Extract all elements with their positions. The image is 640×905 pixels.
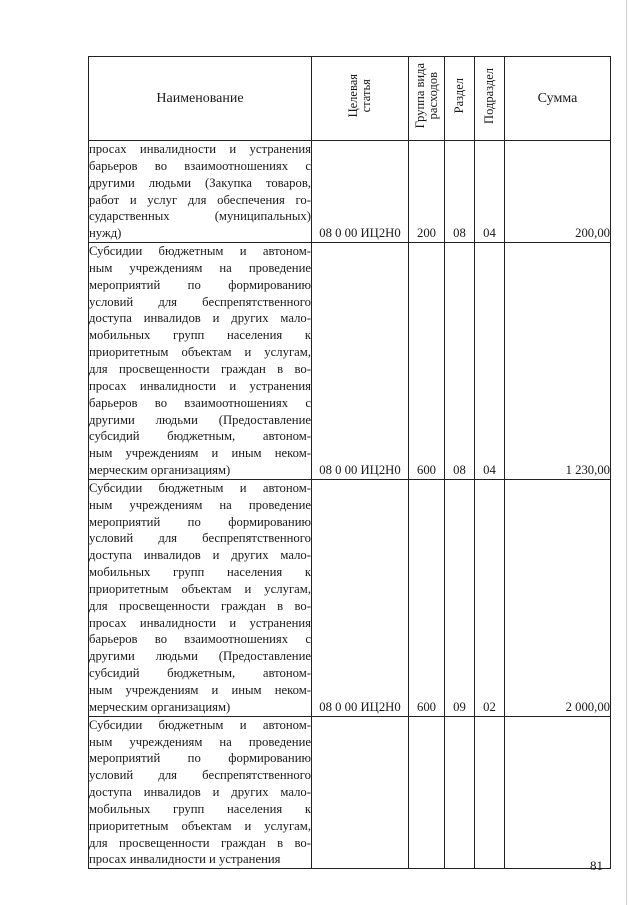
description-line: мерческим организациям) bbox=[89, 699, 231, 714]
description-line: мероприятий по формированию bbox=[89, 277, 311, 292]
description-line: Субсидии бюджетным и автоном- bbox=[89, 244, 311, 259]
header-subsection: Подраздел bbox=[482, 68, 496, 124]
subsection-code: 04 bbox=[475, 141, 505, 243]
description-line: ным учреждениям и иным неком- bbox=[89, 683, 311, 697]
expense-group: 200 bbox=[409, 141, 445, 243]
header-group-cell bbox=[409, 57, 445, 141]
sum-value: 1 230,00 bbox=[505, 243, 611, 480]
description-line: ным учреждениям на проведение bbox=[89, 260, 311, 275]
description-line: другими людьми (Предоставление bbox=[89, 412, 311, 427]
budget-table bbox=[88, 56, 611, 869]
table-header-row bbox=[89, 57, 611, 141]
subsection-code: 02 bbox=[475, 479, 505, 716]
table-row bbox=[89, 141, 611, 243]
description-line: нужд) bbox=[89, 226, 122, 241]
description-line: сударственных (муниципальных) bbox=[89, 209, 311, 224]
section-code: 09 bbox=[445, 479, 475, 716]
page-edge-line bbox=[626, 0, 627, 905]
description-line: барьеров во взаимоотношениях с bbox=[89, 395, 311, 410]
description-line: ным учреждениям на проведение bbox=[89, 497, 311, 512]
header-target: Целевая статья bbox=[346, 74, 373, 118]
expense-group: 600 bbox=[409, 479, 445, 716]
table-row bbox=[89, 479, 611, 716]
subsection-code bbox=[475, 716, 505, 869]
description-line: ным учреждениям и иным неком- bbox=[89, 446, 311, 461]
sum-value: 200,00 bbox=[505, 141, 611, 243]
description-line: приоритетным объектам и услугам, bbox=[89, 581, 311, 596]
description-line: для просвещенности граждан в во- bbox=[89, 361, 311, 376]
row-description bbox=[89, 479, 312, 716]
sum-value bbox=[505, 716, 611, 869]
description-line: мероприятий по формированию bbox=[89, 751, 311, 766]
description-line: мобильных групп населения к bbox=[89, 565, 311, 580]
description-line: просах инвалидности и устранения bbox=[89, 615, 311, 630]
table-row bbox=[89, 716, 611, 869]
description-line: для просвещенности граждан в во- bbox=[89, 835, 311, 850]
subsection-code: 04 bbox=[475, 243, 505, 480]
description-line: просах инвалидности и устранения bbox=[89, 852, 281, 867]
description-line: приоритетным объектам и услугам, bbox=[89, 818, 311, 833]
section-code: 08 bbox=[445, 141, 475, 243]
description-line: субсидий бюджетным, автоном- bbox=[89, 666, 311, 681]
description-line: субсидий бюджетным, автоном- bbox=[89, 429, 311, 444]
description-line: ным учреждениям на проведение bbox=[89, 734, 311, 749]
description-line: приоритетным объектам и услугам, bbox=[89, 345, 311, 360]
header-expense-group: Группа вида расходов bbox=[412, 63, 440, 129]
row-description bbox=[89, 141, 312, 243]
section-code: 08 bbox=[445, 243, 475, 480]
description-line: условий для беспрепятственного bbox=[89, 294, 311, 309]
header-name: Наименование bbox=[89, 57, 312, 141]
description-line: мобильных групп населения к bbox=[89, 328, 311, 343]
target-code: 08 0 00 ИЦ2Н0 bbox=[312, 243, 409, 480]
description-line: Субсидии бюджетным и автоном- bbox=[89, 480, 311, 495]
description-line: другими людьми (Предоставление bbox=[89, 649, 311, 664]
target-code: 08 0 00 ИЦ2Н0 bbox=[312, 141, 409, 243]
description-line: мероприятий по формированию bbox=[89, 514, 311, 529]
description-line: условий для беспрепятственного bbox=[89, 531, 311, 546]
description-line: мерческим организациям) bbox=[89, 463, 231, 478]
target-code: 08 0 00 ИЦ2Н0 bbox=[312, 479, 409, 716]
row-description bbox=[89, 716, 312, 869]
target-code bbox=[312, 716, 409, 869]
description-line: просах инвалидности и устранения bbox=[89, 378, 311, 393]
description-line: барьеров во взаимоотношениях с bbox=[89, 158, 311, 173]
page-number: 81 bbox=[590, 858, 603, 873]
description-line: для просвещенности граждан в во- bbox=[89, 598, 311, 613]
sum-value: 2 000,00 bbox=[505, 479, 611, 716]
description-line: работ и услуг для обеспечения го- bbox=[89, 192, 311, 207]
description-line: другими людьми (Закупка товаров, bbox=[89, 175, 311, 190]
description-line: условий для беспрепятственного bbox=[89, 768, 311, 783]
header-subsection-cell bbox=[475, 57, 505, 141]
description-line: доступа инвалидов и других мало- bbox=[89, 785, 311, 800]
table-row bbox=[89, 243, 611, 480]
description-line: барьеров во взаимоотношениях с bbox=[89, 632, 311, 647]
description-line: Субсидии бюджетным и автоном- bbox=[89, 717, 311, 732]
section-code bbox=[445, 716, 475, 869]
header-section: Раздел bbox=[452, 78, 466, 114]
expense-group bbox=[409, 716, 445, 869]
description-line: доступа инвалидов и других мало- bbox=[89, 311, 311, 326]
description-line: мобильных групп населения к bbox=[89, 801, 311, 816]
header-section-cell bbox=[445, 57, 475, 141]
expense-group: 600 bbox=[409, 243, 445, 480]
row-description bbox=[89, 243, 312, 480]
header-target-cell bbox=[312, 57, 409, 141]
description-line: доступа инвалидов и других мало- bbox=[89, 548, 311, 563]
description-line: просах инвалидности и устранения bbox=[89, 142, 311, 156]
header-sum: Сумма bbox=[505, 57, 611, 141]
